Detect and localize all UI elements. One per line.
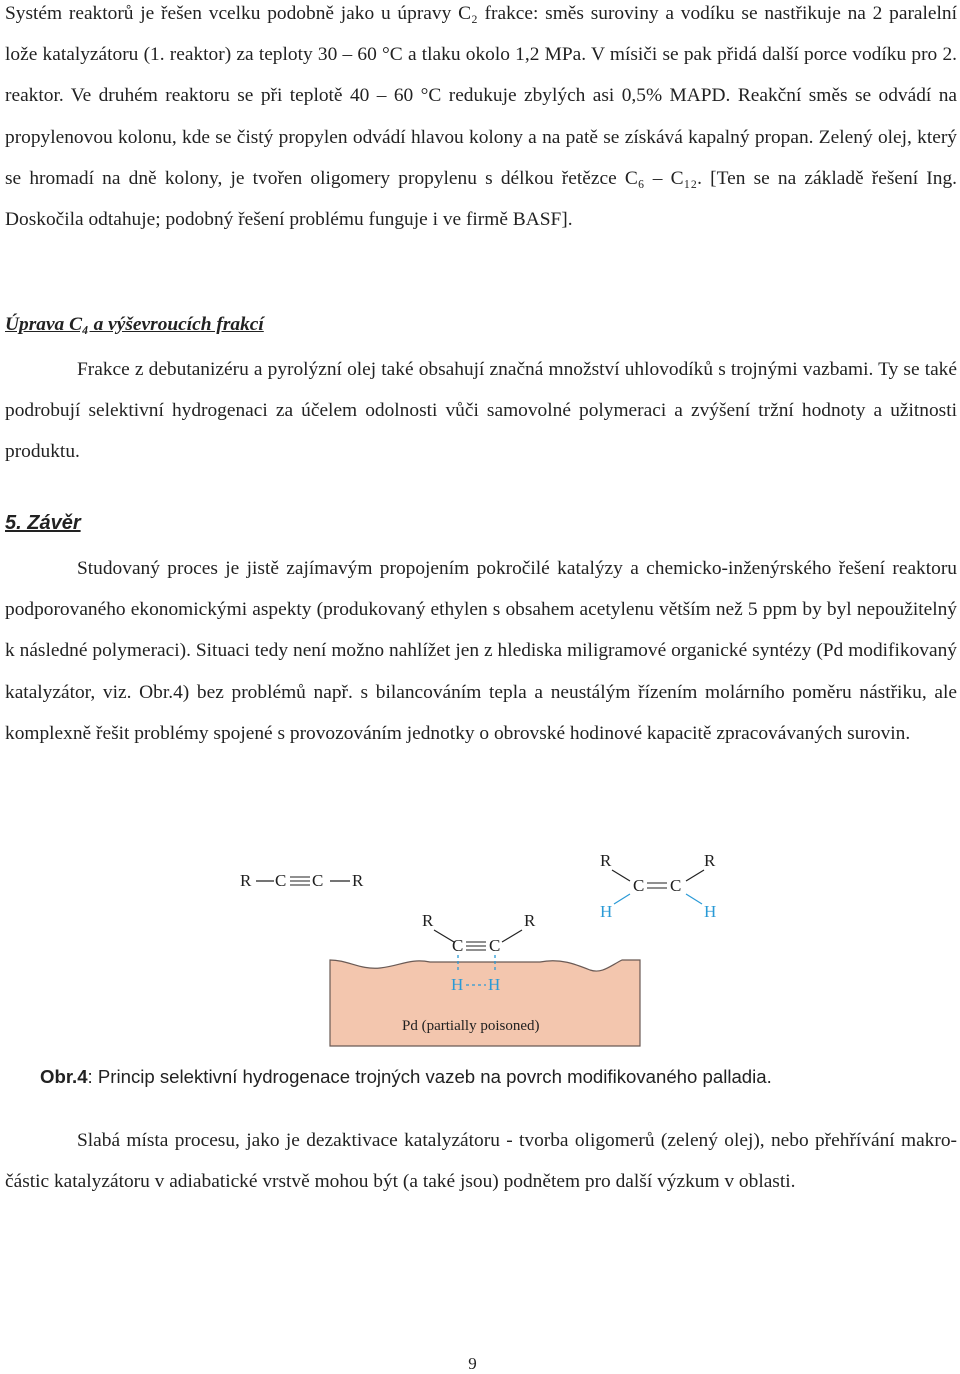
alkene-h-left: H bbox=[600, 902, 613, 921]
alkene-c2: C bbox=[670, 876, 682, 895]
alkyne-c2: C bbox=[312, 871, 324, 890]
paragraph-reactor-system bbox=[5, 0, 957, 240]
adsorbed-r-right: R bbox=[524, 911, 536, 930]
adsorbed-bond-right bbox=[502, 930, 522, 942]
adsorbed-h1: H bbox=[451, 975, 464, 994]
alkene-bond-h-left bbox=[614, 894, 630, 904]
hydrogenation-diagram bbox=[230, 848, 760, 1048]
paragraph-weak-points bbox=[5, 1120, 957, 1202]
page-number: 9 bbox=[468, 1354, 477, 1373]
adsorbed-c2: C bbox=[489, 936, 501, 955]
alkyne-c1: C bbox=[275, 871, 287, 890]
adsorbed-bond-left bbox=[434, 930, 454, 942]
figure-caption bbox=[40, 1066, 772, 1088]
alkene-h-right: H bbox=[704, 902, 717, 921]
paragraph-weak-points-text: Slabá místa procesu, jako je dezaktivace katalyzátoru - tvorba oligomerů (zelený olej), nebo přehřívání makro-částic katalyzátoru v adiabatické vrstvě mohou být (a také jsou) podnětem pro další výzkum v oblasti. bbox=[5, 1130, 957, 1193]
adsorbed-c1: C bbox=[452, 936, 464, 955]
section-heading-conclusion: 5. Závěr bbox=[5, 512, 81, 534]
section-heading-c4: Úprava C₄ a výševroucích frakcí bbox=[5, 314, 264, 335]
adsorbed-h2: H bbox=[488, 975, 501, 994]
alkene-c1: C bbox=[633, 876, 645, 895]
alkene-r-left: R bbox=[600, 851, 612, 870]
alkene-bond-h-right bbox=[686, 894, 702, 904]
alkyne-r-left: R bbox=[240, 871, 252, 890]
alkene-bond-r-left bbox=[612, 870, 630, 881]
paragraph-conclusion bbox=[5, 548, 957, 754]
adsorbed-r-left: R bbox=[422, 911, 434, 930]
alkyne-r-right: R bbox=[352, 871, 364, 890]
paragraph-reactor-system-text: Systém reaktorů je řešen vcelku podobně jako u úpravy C₂ frakce: směs suroviny a vodíku se nastřikuje na 2 paralelní lože katalyzátoru (1. reaktor) za teploty 30 – 60 °C a tlaku okolo 1,2 MPa. V mísiči se pak přidá další porce vodíku pro 2. reaktor. Ve druhém reaktoru se při teplotě 40 – 60 °C redukuje zbylých asi 0,5% MAPD. Reakční směs se odvádí na propylenovou kolonu, kde se čistý propylen odvádí hlavou kolony a na patě se získává kapalný propan. Zelený olej, který se hromadí na dně kolony, je tvořen oligomery propylenu s délkou řetězce C₆ – C₁₂. [Ten se na základě řešení Ing. Doskočila odtahuje; podobný řešení problému funguje i ve firmě BASF]. bbox=[5, 3, 957, 231]
surface-label: Pd (partially poisoned) bbox=[402, 1018, 540, 1034]
paragraph-conclusion-text: Studovaný proces je jistě zajímavým propojením pokročilé katalýzy a chemicko-inženýrského řešení reaktoru podporovaného ekonomickými aspekty (produkovaný ethylen s obsahem acetylenu větším než 5 ppm by byl nepoužitelný k následné polymeraci). Situaci tedy není možno nahlížet jen z hlediska miligramové organické syntézy (Pd modifikovaný katalyzátor, viz. Obr.4) bez problémů např. s bilancováním tepla a neustálým řízením molárního poměru nástřiku, ale komplexně řešit problémy spojené s provozováním jednotky o obrovské hodinové kapacitě zpracovávaných surovin. bbox=[5, 558, 957, 744]
figure-caption-label: Obr.4 bbox=[40, 1066, 88, 1087]
paragraph-c4-fraction-text: Frakce z debutanizéru a pyrolýzní olej také obsahují značná množství uhlovodíků s trojnými vazbami. Ty se také podrobují selektivní hydrogenaci za účelem odolnosti vůči samovolné polymeraci a zvýšení tržní hodnoty a užitnosti produktu. bbox=[5, 359, 957, 463]
paragraph-c4-fraction bbox=[5, 349, 957, 473]
alkene-r-right: R bbox=[704, 851, 716, 870]
figure-caption-text: : Princip selektivní hydrogenace trojných vazeb na povrch modifikovaného palladia. bbox=[87, 1066, 772, 1087]
alkene-bond-r-right bbox=[686, 870, 704, 881]
hydrogenation-figure bbox=[230, 848, 760, 1048]
